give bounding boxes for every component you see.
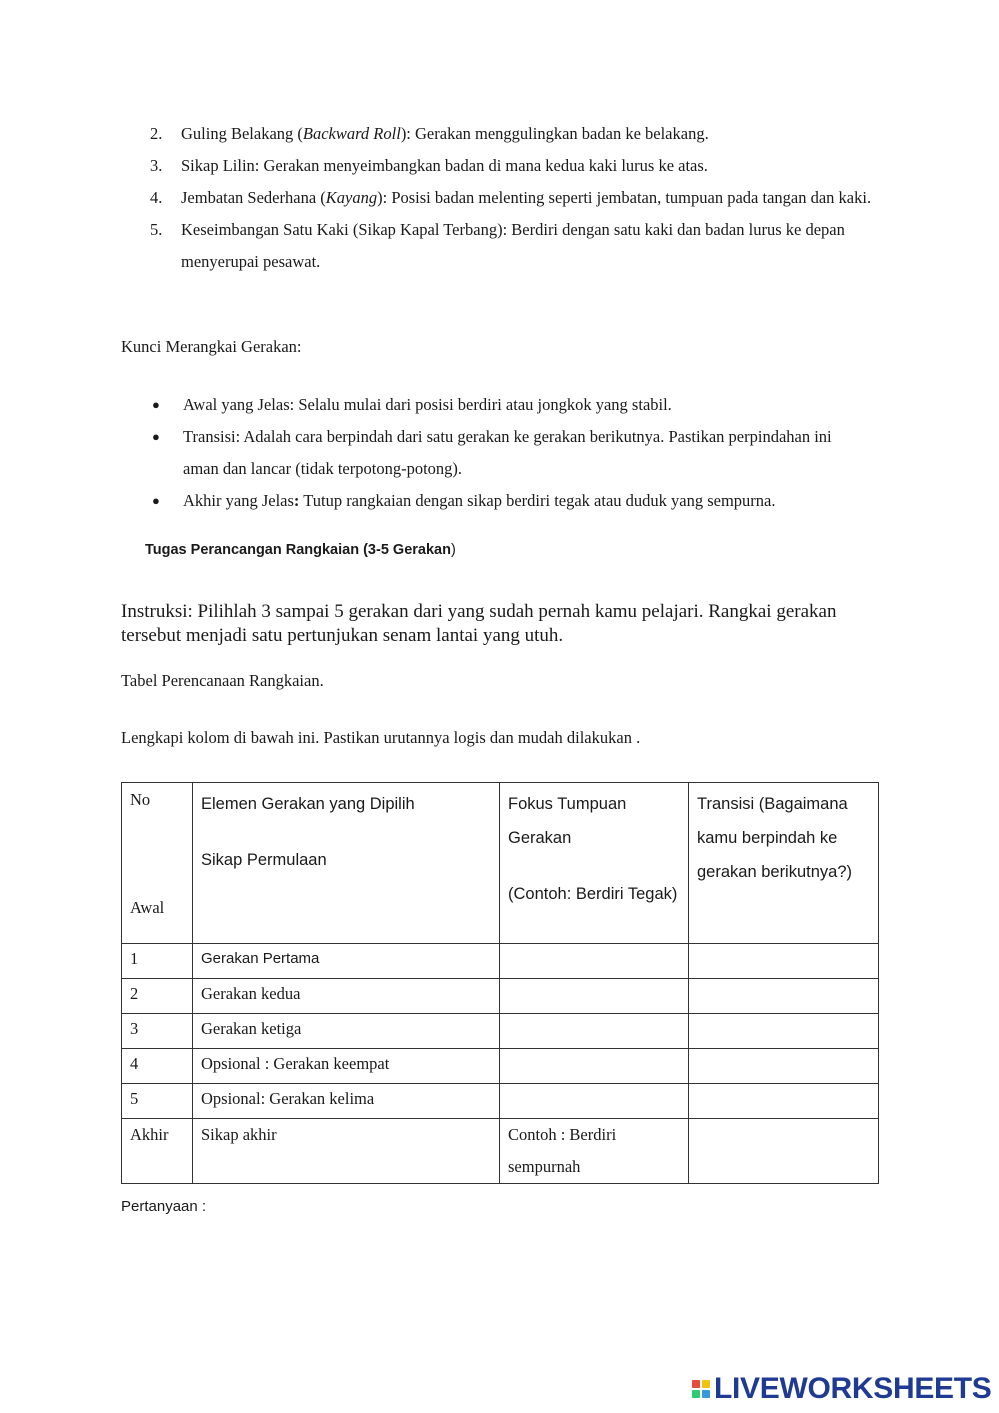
kunci-heading: Kunci Merangkai Gerakan:	[121, 337, 302, 356]
logo-square	[702, 1390, 710, 1398]
cell-focus[interactable]	[500, 979, 689, 1014]
table-row	[122, 1119, 879, 1184]
list-number: 2.	[150, 124, 163, 143]
bullet-icon: ●	[152, 397, 160, 412]
cell-focus[interactable]	[500, 944, 689, 979]
logo-icon	[692, 1380, 710, 1398]
list-item	[150, 485, 870, 517]
list-text: Jembatan Sederhana (Kayang): Posisi badan melenting seperti jembatan, tumpuan pada tangan dan kaki.	[181, 188, 872, 207]
list-number: 4.	[150, 188, 163, 207]
cell-element: Gerakan ketiga	[193, 1014, 500, 1049]
bullet-icon: ●	[152, 493, 160, 508]
list-number: 3.	[150, 156, 163, 175]
table-row	[122, 944, 879, 979]
list-text: Transisi: Adalah cara berpindah dari satu gerakan ke gerakan berikutnya. Pastikan perpindahan ini aman dan lancar (tidak terpotong-potong).	[183, 427, 832, 478]
table-caption: Tabel Perencanaan Rangkaian.	[121, 671, 324, 690]
cell-transition[interactable]	[689, 1119, 879, 1184]
cell-element: Gerakan kedua	[193, 979, 500, 1014]
header-cell-element: Elemen Gerakan yang Dipilih Sikap Permulaan	[193, 783, 500, 944]
list-item	[150, 150, 890, 182]
cell-transition[interactable]	[689, 1084, 879, 1119]
logo-square	[692, 1390, 700, 1398]
list-text: Awal yang Jelas: Selalu mulai dari posisi berdiri atau jongkok yang stabil.	[183, 395, 672, 414]
cell-no: 3	[122, 1014, 193, 1049]
list-item	[150, 421, 870, 485]
header-cell-no: No Awal	[122, 783, 193, 944]
question-heading: Pertanyaan :	[121, 1198, 207, 1215]
cell-focus[interactable]	[500, 1014, 689, 1049]
cell-focus: Contoh : Berdiri sempurnah	[500, 1119, 689, 1184]
list-number: 5.	[150, 220, 163, 239]
cell-element: Sikap akhir	[193, 1119, 500, 1184]
list-item	[150, 389, 870, 421]
cell-element: Opsional : Gerakan keempat	[193, 1049, 500, 1084]
cell-transition[interactable]	[689, 1014, 879, 1049]
logo-text: LIVEWORKSHEETS	[714, 1372, 992, 1405]
bullet-list	[150, 389, 870, 517]
cell-focus[interactable]	[500, 1049, 689, 1084]
cell-no: 4	[122, 1049, 193, 1084]
table-row	[122, 1084, 879, 1119]
list-text: Keseimbangan Satu Kaki (Sikap Kapal Terbang): Berdiri dengan satu kaki dan badan lurus ke depan menyerupai pesawat.	[181, 220, 845, 271]
header-cell-transition: Transisi (Bagaimana kamu berpindah ke gerakan berikutnya?)	[689, 783, 879, 944]
logo-square	[692, 1380, 700, 1388]
cell-transition[interactable]	[689, 979, 879, 1014]
table-intro: Lengkapi kolom di bawah ini. Pastikan urutannya logis dan mudah dilakukan .	[121, 728, 641, 747]
planning-table	[121, 782, 879, 1184]
cell-transition[interactable]	[689, 944, 879, 979]
cell-no: 2	[122, 979, 193, 1014]
cell-transition[interactable]	[689, 1049, 879, 1084]
cell-element: Gerakan Pertama	[193, 944, 500, 979]
list-item	[150, 214, 890, 278]
table-row	[122, 979, 879, 1014]
table-row	[122, 1049, 879, 1084]
cell-no: Akhir	[122, 1119, 193, 1184]
header-cell-focus: Fokus Tumpuan Gerakan (Contoh: Berdiri Tegak)	[500, 783, 689, 944]
table-header-row	[122, 783, 879, 944]
task-title: Tugas Perancangan Rangkaian (3-5 Gerakan)	[145, 542, 456, 558]
liveworksheets-logo	[692, 1372, 992, 1406]
instruction: Instruksi: Pilihlah 3 sampai 5 gerakan dari yang sudah pernah kamu pelajari. Rangkai gerakan tersebut menjadi satu pertunjukan senam lantai yang utuh.	[121, 601, 837, 646]
numbered-list	[150, 118, 890, 278]
table-row	[122, 1014, 879, 1049]
list-text: Akhir yang Jelas: Tutup rangkaian dengan sikap berdiri tegak atau duduk yang sempurna.	[183, 491, 776, 510]
cell-no: 5	[122, 1084, 193, 1119]
cell-no: 1	[122, 944, 193, 979]
list-text: Sikap Lilin: Gerakan menyeimbangkan badan di mana kedua kaki lurus ke atas.	[181, 156, 708, 175]
list-item	[150, 182, 890, 214]
cell-element: Opsional: Gerakan kelima	[193, 1084, 500, 1119]
bullet-icon: ●	[152, 429, 160, 444]
logo-square	[702, 1380, 710, 1388]
cell-focus[interactable]	[500, 1084, 689, 1119]
list-text: Guling Belakang (Backward Roll): Gerakan menggulingkan badan ke belakang.	[181, 124, 709, 143]
list-item	[150, 118, 890, 150]
